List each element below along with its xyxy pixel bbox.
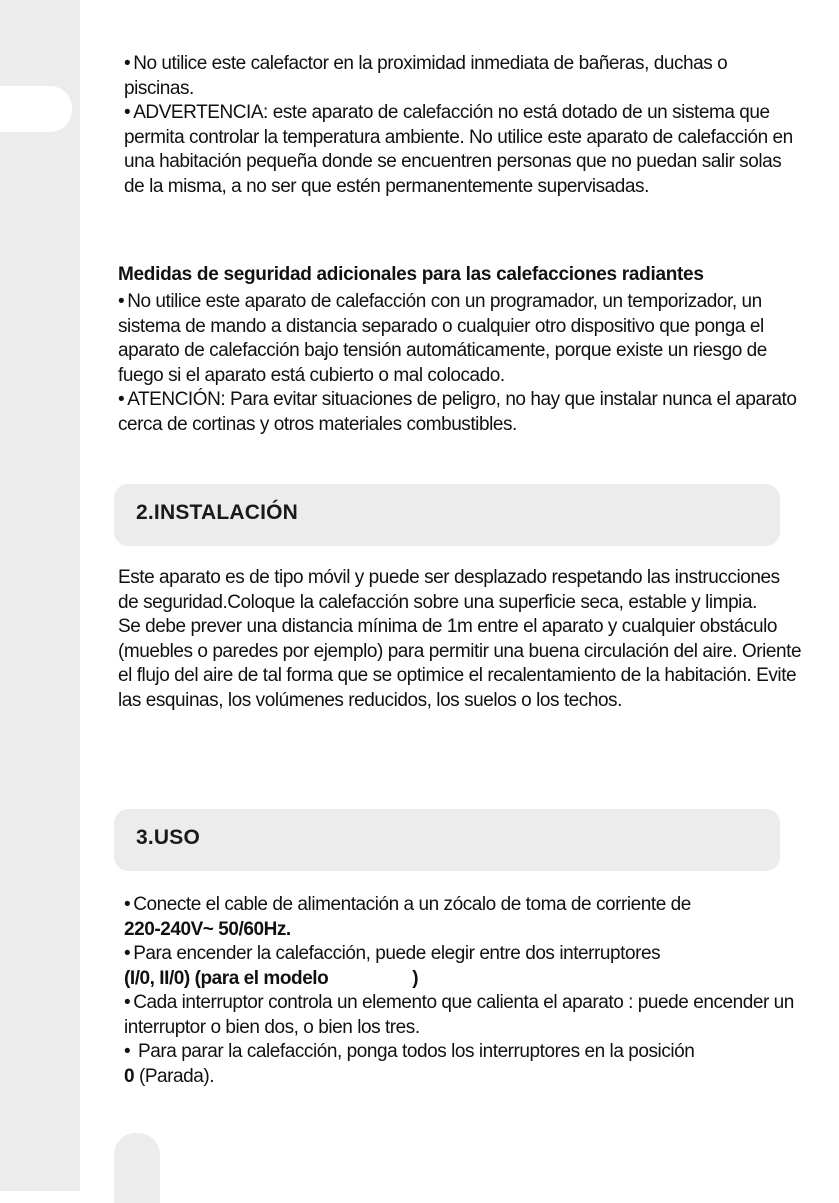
uso-bullet-interruptores-text: • Para encender la calefacción, puede elegir entre dos interruptores <box>124 943 660 964</box>
uso-bullet-elementos: • Cada interruptor controla un elemento que calienta el aparato : puede encender un interruptor o bien dos, o bien los tres. <box>118 991 798 1040</box>
uso-bullet-cable-text: • Conecte el cable de alimentación a un zócalo de toma de corriente de <box>124 894 691 915</box>
instalacion-paragraph-2: Se debe prever una distancia mínima de 1m entre el aparato y cualquier obstáculo (muebles o paredes por ejemplo) para permitir una buena circulación del aire. Oriente el flujo del aire de tal forma que se optimice el recalentamiento de la habitación. Evite las esquinas, los volúmenes reducidos, los suelos o los techos. <box>118 616 802 711</box>
uso-bullet-parar-text: • Para parar la calefacción, ponga todos los interruptores en la posición <box>124 1041 694 1062</box>
page-tab-marker <box>0 86 72 132</box>
bullet-advertencia: • ADVERTENCIA: este aparato de calefacción no está dotado de un sistema que permita controlar la temperatura ambiente. No utilice este aparato de calefacción en una habitación pequeña donde se encuentren personas que no puedan salir solas de la misma, a no ser que estén permanentemente supervisadas. <box>118 101 798 199</box>
section-title-uso: 3.USO <box>136 826 201 849</box>
uso-bullet-interruptores <box>118 942 798 991</box>
switch-spec-close: ) <box>412 967 419 989</box>
switch-spec: (I/0, II/0) (para el modelo <box>124 967 329 989</box>
left-margin-strip <box>0 0 80 1191</box>
radiant-heading: Medidas de seguridad adicionales para las calefacciones radiantes <box>118 264 704 285</box>
radiant-safety <box>118 262 808 437</box>
uso-body <box>118 893 798 1089</box>
section-header-instalacion <box>114 484 780 546</box>
position-zero: 0 <box>124 1065 135 1087</box>
section-header-uso <box>114 809 780 871</box>
intro-warnings <box>118 52 798 199</box>
section-title-instalacion: 2.INSTALACIÓN <box>136 501 299 524</box>
instalacion-paragraph-1: Este aparato es de tipo móvil y puede ser desplazado respetando las instrucciones de seguridad.Coloque la calefacción sobre una superficie seca, estable y limpia. <box>118 567 780 613</box>
page-number-tab <box>114 1133 160 1203</box>
instalacion-body <box>118 566 802 713</box>
bullet-programador: • No utilice este aparato de calefacción con un programador, un temporizador, un sistema de mando a distancia separado o cualquier otro dispositivo que ponga el aparato de calefacción bajo tensión automáticamente, porque existe un riesgo de fuego si el aparato está cubierto o mal colocado. <box>118 290 808 388</box>
voltage-spec: 220-240V~ 50/60Hz. <box>124 918 291 940</box>
uso-bullet-parar <box>118 1040 798 1089</box>
parada-label: (Parada). <box>134 1065 215 1087</box>
bullet-bathrooms: • No utilice este calefactor en la proximidad inmediata de bañeras, duchas o piscinas. <box>118 52 798 101</box>
bullet-atencion: • ATENCIÓN: Para evitar situaciones de peligro, no hay que instalar nunca el aparato cerca de cortinas y otros materiales combustibles. <box>118 388 808 437</box>
uso-bullet-cable <box>118 893 798 942</box>
